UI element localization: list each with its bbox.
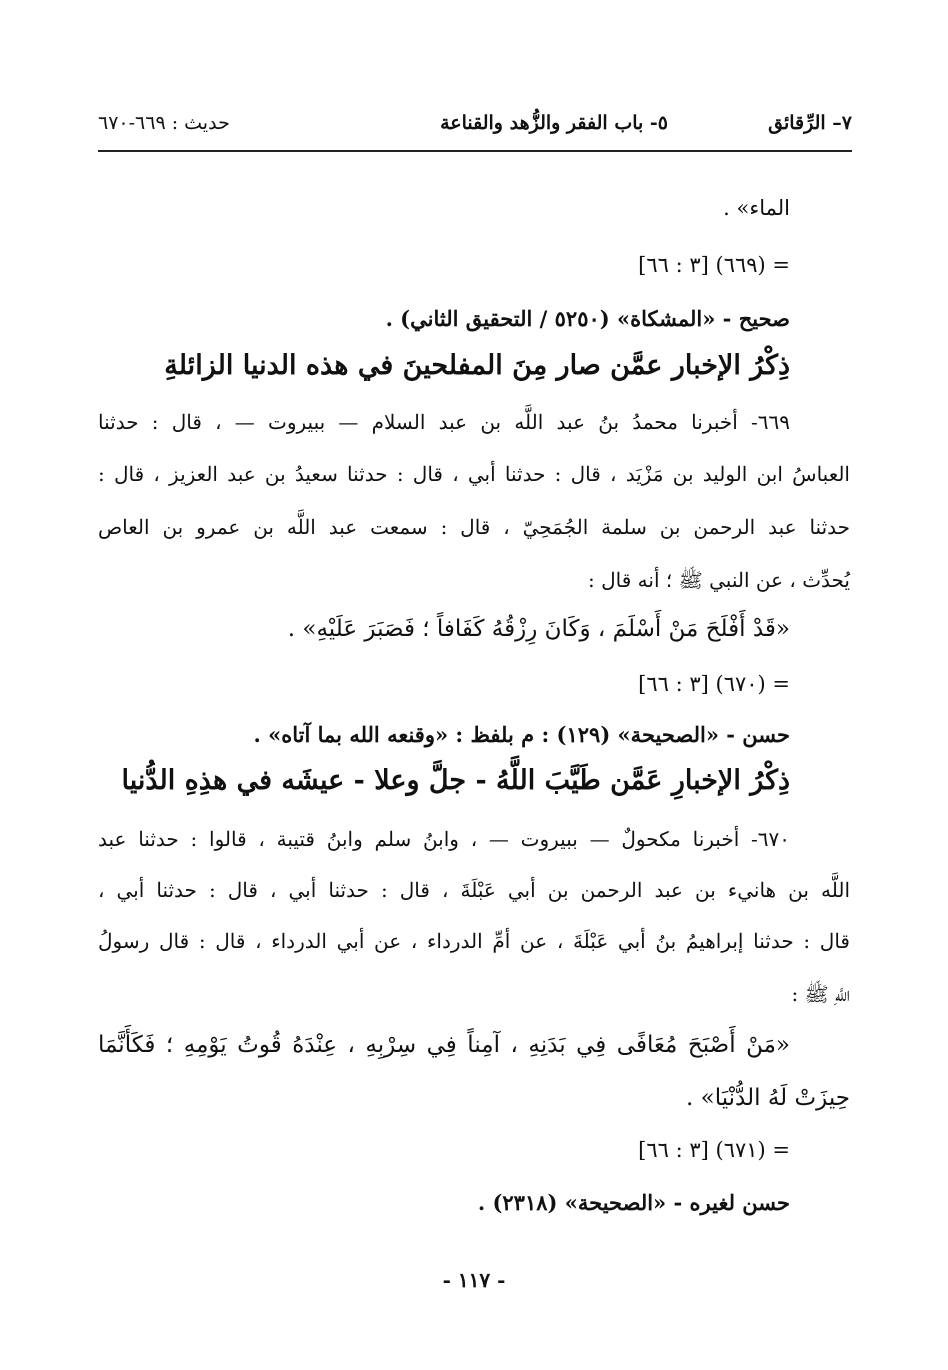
hadith-text-line: يُحدِّث ، عن النبي ﷺ ؛ أنه قال : (588, 568, 850, 592)
reference-line: = (٦٧٠) [٣ : ٦٦] (638, 672, 790, 696)
hadith-range: حديث : ٦٦٩-٦٧٠ (98, 112, 230, 134)
grade-line: حسن لغيره - «الصحيحة» (٢٣١٨) . (477, 1190, 790, 1215)
chapter-heading: ذِكْرُ الإخبار عمَّن صار مِنَ المفلحينَ في هذه الدنيا الزائلةِ (164, 350, 790, 381)
text-line: الماء» . (723, 196, 790, 220)
hadith-quote: «مَنْ أَصْبَحَ مُعَافًى فِي بَدَنِهِ ، آمِناً فِي سِرْبِهِ ، عِنْدَهُ قُوتُ يَوْمِهِ ؛ فَكَأَنَّمَا (98, 1032, 790, 1058)
hadith-text-line: اللَّهِ ﷺ : (791, 982, 850, 1006)
reference-line: = (٦٦٩) [٣ : ٦٦] (638, 253, 790, 277)
hadith-text-line: ٦٧٠- أخبرنا مكحولٌ — ببيروت — ، وابنُ سلم وابنُ قتيبة ، قالوا : حدثنا عبد (98, 827, 790, 851)
header-rule (98, 150, 852, 152)
hadith-text-line: حدثنا عبد الرحمن بن سلمة الجُمَحِيّ ، قال : سمعت عبد اللَّه بن عمرو بن العاص (98, 515, 850, 539)
chapter-heading: ذِكْرُ الإخبارِ عَمَّن طَيَّبَ اللَّهُ - جلَّ وعلا - عيشَه في هذِهِ الدُّنيا (121, 765, 790, 796)
grade-line: صحيح - «المشكاة» (٥٢٥٠ / التحقيق الثاني) . (385, 306, 790, 331)
grade-line: حسن - «الصحيحة» (١٢٩) : م بلفظ : «وقنعه الله بما آتاه» . (253, 722, 790, 747)
hadith-text-line: العباسُ ابن الوليد بن مَزْيَد ، قال : حدثنا أبي ، قال : حدثنا سعيدُ بن عبد العزيز ، قال : (98, 462, 850, 486)
reference-line: = (٦٧١) [٣ : ٦٦] (638, 1138, 790, 1162)
hadith-text-line: ٦٦٩- أخبرنا محمدُ بنُ عبد اللَّه بن عبد السلام — ببيروت — ، قال : حدثنا (98, 410, 790, 434)
section-title: ٥- باب الفقر والزُّهد والقناعة (440, 112, 668, 134)
chapter-title: ٧– الرِّقائق (768, 112, 852, 134)
hadith-text-line: اللَّه بن هانيء بن عبد الرحمن بن أبي عَبْلَةَ ، قال : حدثنا أبي ، قال : حدثنا أبي ، (98, 878, 850, 902)
hadith-quote: «قَدْ أَفْلَحَ مَنْ أَسْلَمَ ، وَكَانَ رِزْقُهُ كَفَافاً ؛ فَصَبَرَ عَلَيْهِ» . (287, 616, 790, 642)
hadith-quote: حِيزَتْ لَهُ الدُّنْيَا» . (686, 1085, 850, 1111)
page-number: - ١١٧ - (442, 1268, 506, 1292)
hadith-text-line: قال : حدثنا إبراهيمُ بنُ أبي عَبْلَةَ ، عن أمِّ الدرداء ، عن أبي الدرداء ، قال : قال رسولُ (98, 929, 850, 953)
